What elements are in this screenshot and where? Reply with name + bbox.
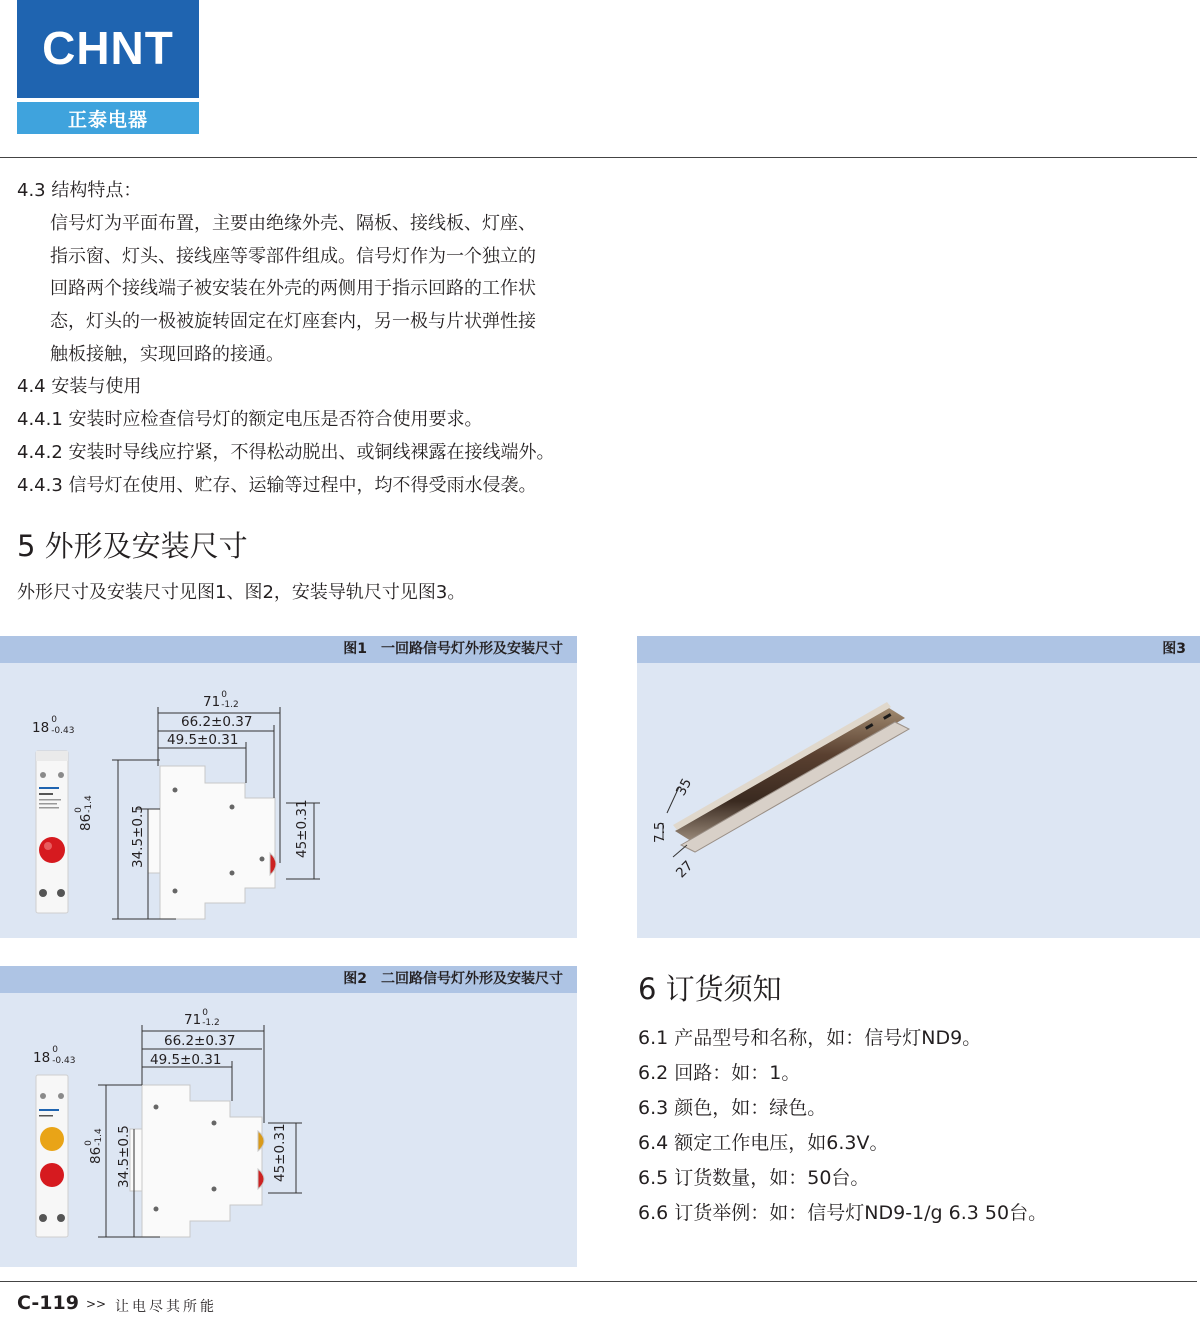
section-6-heading: 6 订货须知 — [638, 972, 782, 1006]
order-item: 6.5 订货数量，如：50台。 — [638, 1167, 870, 1189]
dim-height-total — [84, 1121, 104, 1164]
dim-tolerance-upper: 0 — [52, 1045, 58, 1055]
dim-value: 86 — [88, 1146, 104, 1164]
logo-text: CHNT — [42, 22, 174, 74]
double-lamp-module — [36, 1075, 68, 1237]
dim-height-inner: 34.5±0.5 — [116, 1125, 132, 1188]
single-lamp-module — [36, 751, 68, 913]
section-4-4-item: 4.4.3 信号灯在使用、贮存、运输等过程中，均不得受雨水侵袭。 — [17, 475, 537, 496]
dim-module-width — [32, 715, 77, 736]
figure-1-title: 图1 一回路信号灯外形及安装尺寸 — [0, 636, 577, 663]
order-item: 6.4 额定工作电压，如6.3V。 — [638, 1132, 889, 1154]
dim-width-mid: 66.2±0.37 — [181, 714, 253, 730]
dim-tolerance-upper: 0 — [84, 1140, 94, 1146]
rail-dim-width: 35 — [673, 775, 696, 799]
dim-value: 71 — [184, 1012, 202, 1028]
dim-tolerance-lower: -0.43 — [52, 1056, 76, 1066]
logo-mark-box — [17, 0, 199, 98]
figure-2-title: 图2 二回路信号灯外形及安装尺寸 — [0, 966, 577, 993]
footer-arrows: >> — [86, 1297, 107, 1311]
dim-height-inner: 34.5±0.5 — [130, 805, 146, 868]
section-4-3-line: 信号灯为平面布置，主要由绝缘外壳、隔板、接线板、灯座、 — [50, 213, 536, 234]
section-4-4-item: 4.4.2 安装时导线应拧紧，不得松动脱出、或铜线裸露在接线端外。 — [17, 442, 555, 463]
figure-3-panel — [637, 636, 1200, 938]
order-item: 6.6 订货举例：如：信号灯ND9-1/g 6.3 50台。 — [638, 1202, 1048, 1224]
dim-value: 71 — [203, 694, 221, 710]
order-item: 6.3 颜色，如：绿色。 — [638, 1097, 827, 1119]
red-lamp-icon — [39, 837, 65, 863]
side-view-outline — [130, 1085, 264, 1237]
rail-dim-height: 7.5 — [652, 821, 668, 843]
dim-width-total — [184, 1008, 225, 1028]
section-4-4-item: 4.4.1 安装时应检查信号灯的额定电压是否符合使用要求。 — [17, 409, 483, 430]
dim-tolerance-lower: -0.43 — [51, 726, 75, 736]
figure-2-panel — [0, 966, 577, 1267]
dim-module-width — [33, 1045, 78, 1066]
dim-tolerance-lower: -1.4 — [94, 1128, 104, 1146]
red-lamp-icon — [40, 1163, 64, 1187]
yellow-lamp-icon — [40, 1127, 64, 1151]
order-item: 6.1 产品型号和名称，如：信号灯ND9。 — [638, 1027, 982, 1049]
footer-slogan: 让电尽其所能 — [115, 1299, 217, 1315]
section-4-3-line: 态，灯头的一极被旋转固定在灯座套内，另一极与片状弹性接 — [50, 311, 536, 332]
figure-3-title: 图3 — [637, 636, 1200, 663]
order-item: 6.2 回路：如：1。 — [638, 1062, 801, 1084]
dim-value: 18 — [32, 720, 50, 736]
section-5-intro: 外形尺寸及安装尺寸见图1、图2，安装导轨尺寸见图3。 — [17, 582, 466, 603]
figure-2-drawing — [0, 993, 577, 1267]
dim-height-total — [74, 788, 94, 831]
din-rail-drawing — [637, 663, 1200, 938]
page-number: C-119 — [17, 1292, 79, 1314]
dim-width-inner: 49.5±0.31 — [150, 1052, 222, 1068]
top-divider — [0, 157, 1197, 158]
din-rail — [673, 702, 909, 852]
dim-tolerance-lower: -1.2 — [202, 1018, 220, 1028]
section-4-3-heading: 4.3 结构特点： — [17, 180, 142, 201]
logo-subtext: 正泰电器 — [17, 102, 199, 134]
dim-tolerance-lower: -1.2 — [221, 700, 239, 710]
brand-logo — [17, 0, 199, 134]
dim-value: 18 — [33, 1050, 51, 1066]
section-4-4-heading: 4.4 安装与使用 — [17, 376, 142, 397]
section-4-3-line: 回路两个接线端子被安装在外壳的两侧用于指示回路的工作状 — [50, 278, 536, 299]
dim-width-mid: 66.2±0.37 — [164, 1033, 236, 1049]
section-5-heading: 5 外形及安装尺寸 — [17, 529, 248, 563]
dim-tolerance-upper: 0 — [51, 715, 57, 725]
side-view-outline — [148, 766, 276, 919]
rail-dim-thickness: 27 — [673, 857, 697, 882]
dim-tolerance-lower: -1.4 — [84, 795, 94, 813]
figure-1-panel — [0, 636, 577, 938]
dim-width-total — [203, 690, 244, 710]
section-4-3-line: 指示窗、灯头、接线座等零部件组成。信号灯作为一个独立的 — [50, 246, 536, 267]
dim-value: 86 — [78, 813, 94, 831]
dim-tolerance-upper: 0 — [221, 690, 227, 700]
dim-tolerance-upper: 0 — [202, 1008, 208, 1018]
dim-height-window: 45±0.31 — [272, 1123, 288, 1182]
dim-width-inner: 49.5±0.31 — [167, 732, 239, 748]
dim-height-window: 45±0.31 — [294, 799, 310, 858]
section-4-3-line: 触板接触，实现回路的接通。 — [50, 344, 284, 365]
bottom-divider — [0, 1281, 1197, 1282]
dim-tolerance-upper: 0 — [74, 807, 84, 813]
